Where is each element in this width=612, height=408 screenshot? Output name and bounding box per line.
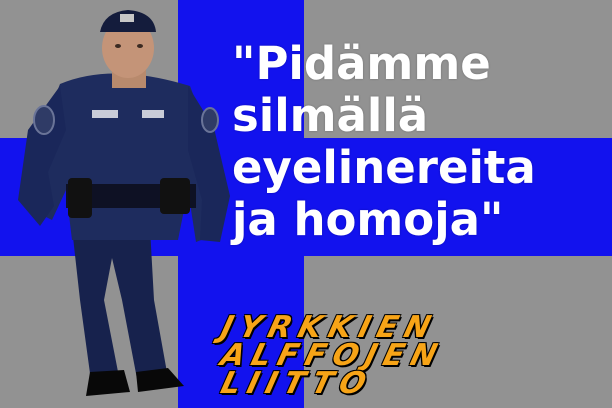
organization-logo-text bbox=[217, 310, 612, 408]
quote-line: "Pidämme bbox=[232, 37, 491, 90]
quote-text bbox=[232, 38, 536, 246]
quote-line: ja homoja" bbox=[232, 193, 504, 246]
quote-line: silmällä bbox=[232, 89, 429, 142]
logo-line: ALFFOJEN bbox=[217, 338, 448, 373]
logo-line: JYRKKIEN bbox=[217, 310, 442, 345]
logo-line: LIITTO bbox=[217, 366, 377, 401]
quote-line: eyelinereita bbox=[232, 141, 536, 194]
